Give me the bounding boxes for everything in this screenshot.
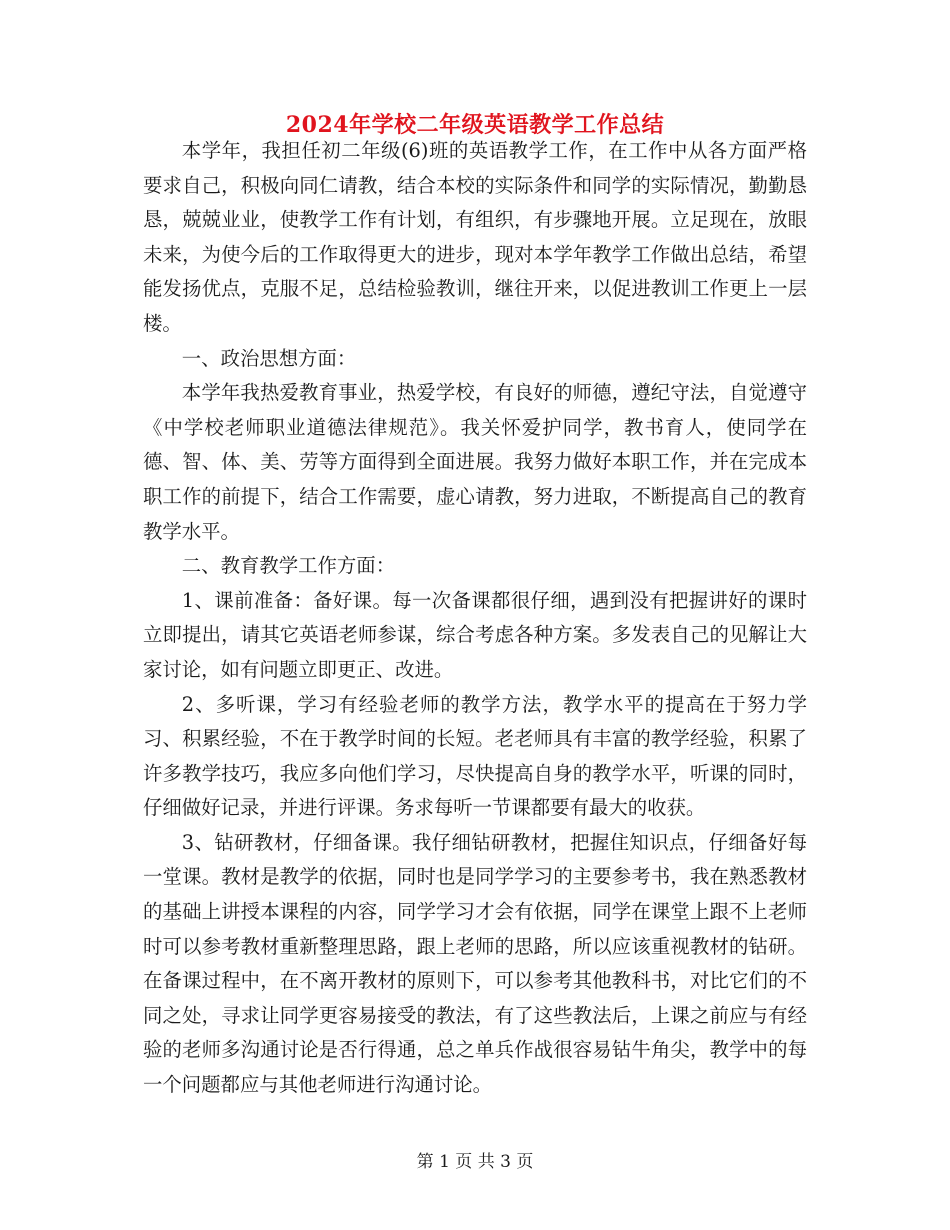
document-title: 2024年学校二年级英语教学工作总结 [285,112,665,138]
section-heading-teaching: 二、教育教学工作方面： [181,554,396,578]
section-heading-political: 一、政治思想方面： [181,346,357,370]
document-body [143,134,807,1103]
page-footer: 第 1 页 共 3 页 [416,1152,534,1172]
paragraph-political: 本学年我热爱教育事业，热爱学校，有良好的师德，遵纪守法，自觉遵守《中学校老师职业道德法律规范》。我关怀爱护同学，教书育人，使同学在德、智、体、美、劳等方面得到全面进展。我努力做好本职工作，并在完成本职工作的前提下，结合工作需要，虚心请教，努力进取，不断提高自己的教育教学水平。 [143,381,807,543]
paragraph-item-3: 3、钻研教材，仔细备课。我仔细钻研教材，把握住知识点，仔细备好每一堂课。教材是教学的依据，同时也是同学学习的主要参考书，我在熟悉教材的基础上讲授本课程的内容，同学学习才会有依据，同学在课堂上跟不上老师时可以参考教材重新整理思路，跟上老师的思路，所以应该重视教材的钻研。在备课过程中，在不离开教材的原则下，可以参考其他教科书，对比它们的不同之处，寻求让同学更容易接受的教法，有了这些教法后，上课之前应与有经验的老师多沟通讨论是否行得通，总之单兵作战很容易钻牛角尖，教学中的每一个问题都应与其他老师进行沟通讨论。 [143,830,807,1097]
paragraph-item-1: 1、课前准备：备好课。每一次备课都很仔细，遇到没有把握讲好的课时立即提出，请其它英语老师参谋，综合考虑各种方案。多发表自己的见解让大家讨论，如有问题立即更正、改进。 [143,588,807,681]
paragraph-item-2: 2、多听课，学习有经验老师的教学方法，教学水平的提高在于努力学习、积累经验，不在于教学时间的长短。老老师具有丰富的教学经验，积累了许多教学技巧，我应多向他们学习，尽快提高自身的教学水平，听课的同时，仔细做好记录，并进行评课。务求每听一节课都要有最大的收获。 [143,692,807,820]
paragraph-intro: 本学年，我担任初二年级(6)班的英语教学工作，在工作中从各方面严格要求自己，积极向同仁请教，结合本校的实际条件和同学的实际情况，勤勤恳恳，兢兢业业，使教学工作有计划，有组织，有步骤地开展。立足现在，放眼未来，为使今后的工作取得更大的进步，现对本学年教学工作做出总结，希望能发扬优点，克服不足，总结检验教训，继往开来，以促进教训工作更上一层楼。 [143,139,807,335]
